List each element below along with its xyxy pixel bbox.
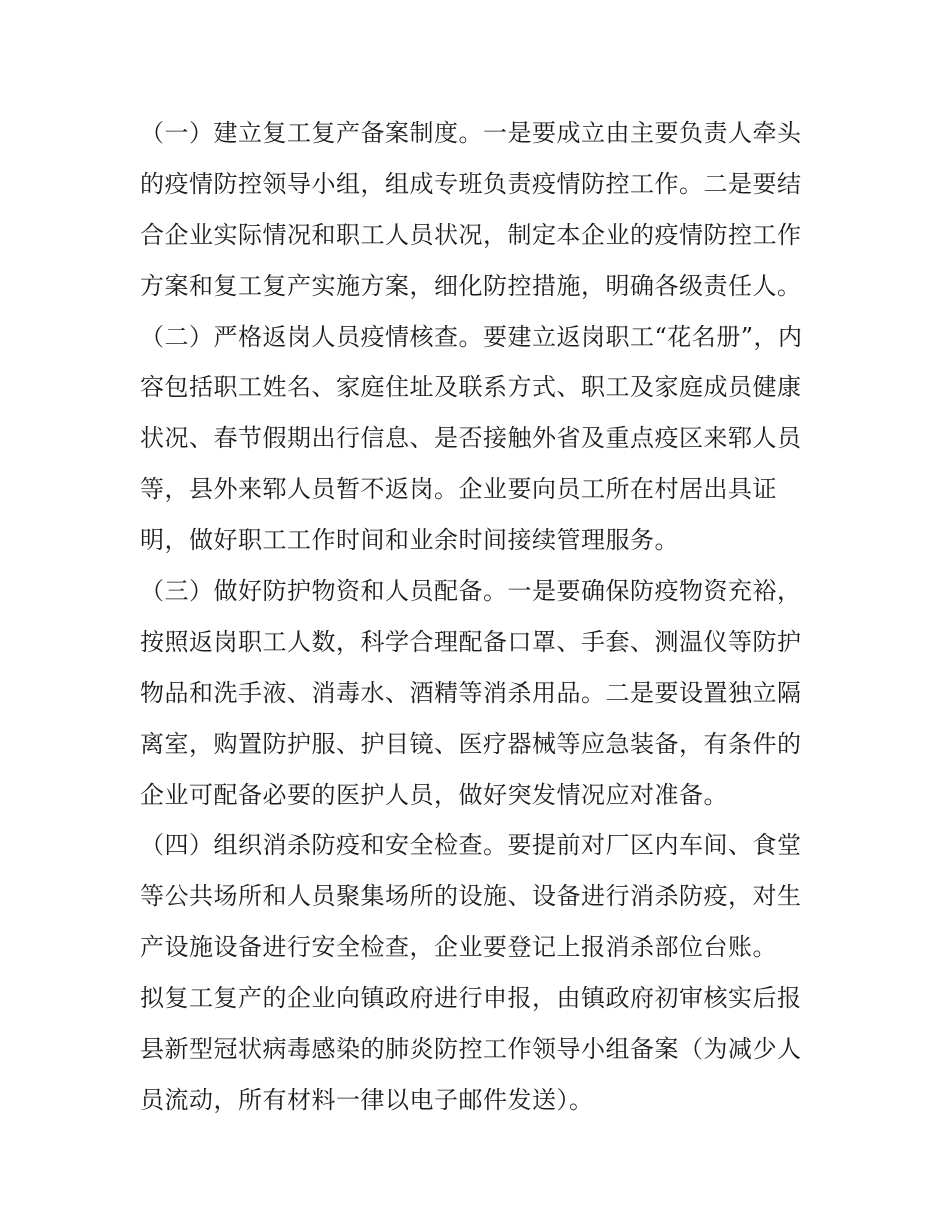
text-line-15: （四）组织消杀防疫和安全检查。要提前对厂区内车间、食堂 <box>140 831 802 860</box>
text-line-19: 县新型冠状病毒感染的肺炎防控工作领导小组备案（为减少人 <box>140 1035 802 1064</box>
text-line-20: 员流动，所有材料一律以电子邮件发送）。 <box>140 1085 594 1114</box>
text-line-1: （一）建立复工复产备案制度。一是要成立由主要负责人牵头 <box>140 119 802 147</box>
text-line-3: 合企业实际情况和职工人员状况，制定本企业的疫情防控工作 <box>140 220 802 249</box>
text-line-8: 等，县外来郓人员暂不返岗。企业要向员工所在村居出具证 <box>140 475 777 504</box>
text-line-4: 方案和复工复产实施方案，细化防控措施，明确各级责任人。 <box>140 271 802 300</box>
text-line-6: 容包括职工姓名、家庭住址及联系方式、职工及家庭成员健康 <box>140 373 802 402</box>
text-line-13: 离室，购置防护服、护目镜、医疗器械等应急装备，有条件的 <box>140 729 802 758</box>
text-line-16: 等公共场所和人员聚集场所的设施、设备进行消杀防疫，对生 <box>140 882 802 911</box>
text-line-14: 企业可配备必要的医护人员，做好突发情况应对准备。 <box>140 780 728 809</box>
text-line-12: 物品和洗手液、消毒水、酒精等消杀用品。二是要设置独立隔 <box>140 678 802 707</box>
text-line-17: 产设施设备进行安全检查，企业要登记上报消杀部位台账。 <box>140 933 777 962</box>
text-line-5: （二）严格返岗人员疫情核查。要建立返岗职工“花名册”，内 <box>140 322 803 351</box>
text-line-9: 明，做好职工工作时间和业余时间接续管理服务。 <box>140 526 679 555</box>
document-body <box>140 108 830 1126</box>
text-line-10: （三）做好防护物资和人员配备。一是要确保防疫物资充裕， <box>140 577 802 606</box>
text-line-11: 按照返岗职工人数，科学合理配备口罩、手套、测温仪等防护 <box>140 627 802 656</box>
text-line-2: 的疫情防控领导小组，组成专班负责疫情防控工作。二是要结 <box>140 169 802 198</box>
text-line-18: 拟复工复产的企业向镇政府进行申报，由镇政府初审核实后报 <box>140 984 802 1013</box>
text-line-7: 状况、春节假期出行信息、是否接触外省及重点疫区来郓人员 <box>140 424 802 453</box>
